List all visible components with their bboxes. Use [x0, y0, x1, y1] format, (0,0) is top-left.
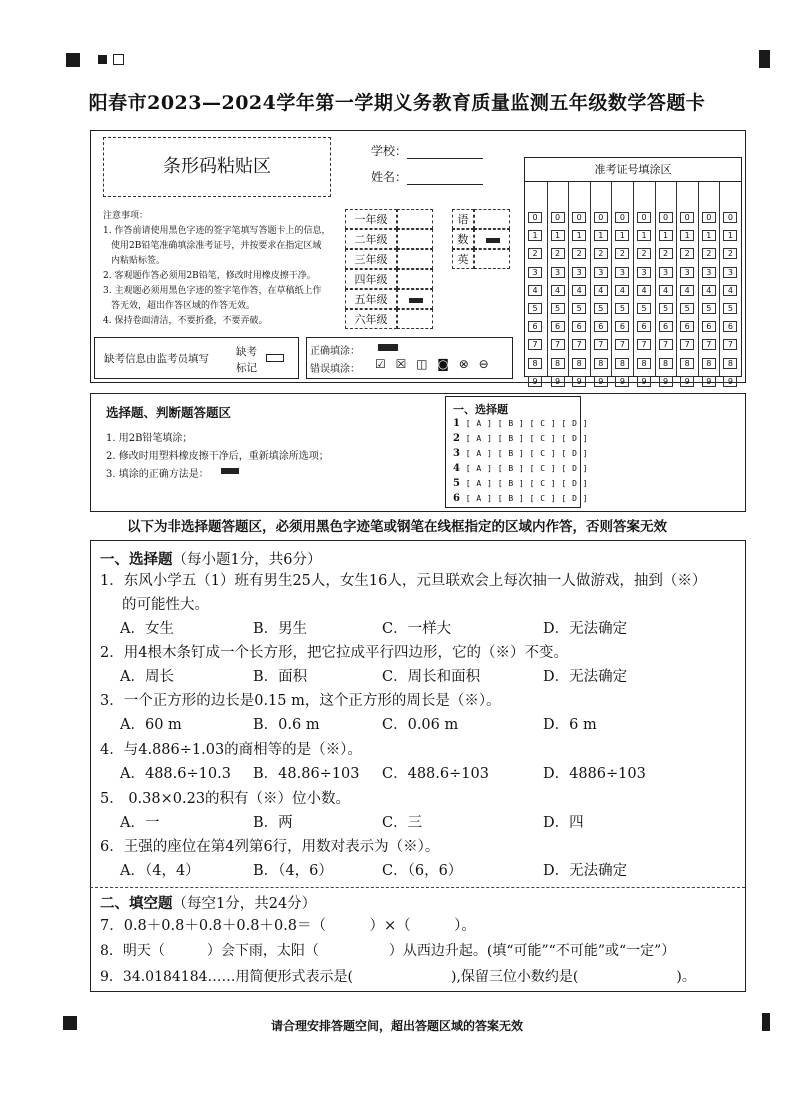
exam-id-bubble[interactable]: 7 [572, 339, 586, 350]
grade-fill-box[interactable] [397, 229, 433, 249]
exam-id-bubble[interactable]: 5 [551, 303, 565, 314]
exam-id-bubble[interactable]: 6 [680, 321, 694, 332]
exam-id-bubble[interactable]: 0 [572, 212, 586, 223]
notice-line: 4. 保持卷面清洁，不要折叠，不要弄破。 [103, 316, 268, 326]
exam-id-column [655, 182, 673, 386]
notice-line: 1. 作答前请使用黑色字迹的签字笔填写答题卡上的信息， [103, 226, 331, 236]
choice-row-options[interactable]: [ A ] [ B ] [ C ] [ D ] [465, 464, 589, 473]
exam-id-bubble[interactable]: 3 [594, 267, 608, 278]
exam-id-bubble[interactable]: 6 [594, 321, 608, 332]
exam-id-bubble[interactable]: 3 [615, 267, 629, 278]
exam-id-bubble[interactable]: 8 [723, 358, 737, 369]
exam-id-column [590, 182, 608, 386]
choice-row-number: 3 [453, 448, 461, 459]
exam-id-bubble[interactable]: 0 [637, 212, 651, 223]
fill-mark [409, 298, 423, 303]
exam-id-bubble[interactable]: 1 [659, 230, 673, 241]
exam-id-bubble[interactable]: 3 [528, 267, 542, 278]
wrong-fill-label: 错误填涂： [310, 364, 360, 375]
exam-id-column [611, 182, 629, 386]
option-d: D．无法确定 [543, 863, 628, 879]
exam-id-bubble[interactable]: 0 [594, 212, 608, 223]
exam-id-bubble[interactable]: 0 [702, 212, 716, 223]
correct-fill-sample [378, 344, 398, 351]
section2-heading: 二、填空题 [100, 895, 173, 912]
exam-id-bubble[interactable]: 6 [723, 321, 737, 332]
page-title: 阳春市2023—2024学年第一学期义务教育质量监测五年级数学答题卡 [88, 92, 706, 114]
exam-id-bubble[interactable]: 0 [615, 212, 629, 223]
section2-title [100, 892, 316, 913]
grade-label: 六年级 [345, 309, 397, 329]
notice-block [103, 209, 343, 329]
option-b: B．0.6 m [253, 717, 320, 733]
exam-id-bubble[interactable]: 7 [551, 339, 565, 350]
exam-id-bubble[interactable]: 4 [615, 285, 629, 296]
option-d: D．无法确定 [543, 669, 628, 685]
exam-id-bubble[interactable]: 4 [659, 285, 673, 296]
option-d: D．4886÷103 [543, 766, 646, 782]
exam-id-bubble[interactable]: 2 [572, 248, 586, 259]
exam-id-bubble[interactable]: 1 [723, 230, 737, 241]
wrong-fill-samples: ☑ ☒ ◫ ◙ ⊗ ⊖ [375, 357, 492, 371]
exam-id-bubble[interactable]: 9 [680, 376, 694, 387]
notice-line: 答无效，超出作答区域的作答无效。 [111, 301, 256, 311]
grade-label: 一年级 [345, 209, 397, 229]
exam-id-bubble[interactable]: 5 [528, 303, 542, 314]
exam-id-bubble[interactable]: 0 [659, 212, 673, 223]
section2-score: （每空1分，共24分） [172, 896, 317, 912]
grade-label: 三年级 [345, 249, 397, 269]
exam-id-bubble[interactable]: 3 [659, 267, 673, 278]
exam-id-bubble[interactable]: 9 [637, 376, 651, 387]
exam-id-column [719, 182, 737, 386]
notice-line: 2. 客观题作答必须用2B铅笔，修改时用橡皮擦干净。 [103, 271, 316, 281]
choice-row[interactable] [453, 448, 588, 459]
exam-id-bubble[interactable]: 3 [572, 267, 586, 278]
exam-id-bubble[interactable]: 6 [528, 321, 542, 332]
question-2: 2．用4根木条钉成一个长方形，把它拉成平行四边形，它的（※）不变。 [100, 645, 568, 661]
exam-id-bubble[interactable]: 4 [551, 285, 565, 296]
exam-id-bubble[interactable]: 8 [528, 358, 542, 369]
exam-id-column [698, 182, 716, 386]
option-c: C．三 [382, 815, 423, 831]
exam-id-bubble[interactable]: 3 [637, 267, 651, 278]
option-b: B．面积 [253, 669, 308, 685]
corner-mark-small-1 [98, 55, 107, 64]
non-choice-notice: 以下为非选择题答题区，必须用黑色字迹笔或钢笔在线框指定的区域内作答，否则答案无效 [127, 519, 667, 535]
subject-fill-box-selected[interactable] [474, 229, 510, 249]
exam-id-bubble[interactable]: 5 [637, 303, 651, 314]
option-b: B．两 [253, 815, 293, 831]
choice-row-number: 6 [453, 493, 461, 504]
option-c: C．（6，6） [382, 863, 463, 879]
exam-id-bubble[interactable]: 6 [659, 321, 673, 332]
notice-line: 3. 主观题必须用黑色字迹的签字笔作答，在草稿纸上作 [103, 286, 322, 296]
option-a: A．（4，4） [120, 863, 200, 879]
exam-id-bubble[interactable]: 5 [659, 303, 673, 314]
section1-score: （每小题1分，共6分） [172, 552, 322, 568]
subject-label: 语 [452, 209, 474, 229]
notice-line: 内粘贴标签。 [111, 256, 166, 266]
objective-instruction: 1. 用2B铅笔填涂； [106, 433, 193, 444]
option-a: A．一 [120, 815, 160, 831]
exam-id-column [676, 182, 694, 386]
absent-mark-label-1: 缺考 [236, 346, 257, 358]
exam-id-bubble[interactable]: 6 [702, 321, 716, 332]
exam-id-bubble[interactable]: 7 [702, 339, 716, 350]
option-c: C．488.6÷103 [382, 766, 489, 782]
exam-id-bubble[interactable]: 8 [572, 358, 586, 369]
exam-id-bubble[interactable]: 1 [528, 230, 542, 241]
exam-id-bubble[interactable]: 9 [615, 376, 629, 387]
choice-row-number: 4 [453, 463, 461, 474]
exam-id-bubble[interactable]: 5 [723, 303, 737, 314]
exam-id-bubble[interactable]: 3 [680, 267, 694, 278]
option-b: B．48.86÷103 [253, 766, 360, 782]
exam-id-bubble[interactable]: 6 [637, 321, 651, 332]
absent-mark-box[interactable] [266, 354, 284, 362]
choice-row-number: 5 [453, 478, 461, 489]
option-d: D．四 [543, 815, 584, 831]
option-b: B．（4，6） [253, 863, 333, 879]
exam-id-bubble[interactable]: 7 [615, 339, 629, 350]
objective-instruction: 3. 填涂的正确方法是： [106, 469, 209, 480]
exam-id-bubble[interactable]: 2 [702, 248, 716, 259]
section1-title [100, 548, 321, 569]
option-b: B．男生 [253, 621, 308, 637]
exam-id-bubble[interactable]: 7 [723, 339, 737, 350]
choice-row[interactable] [453, 493, 588, 504]
exam-id-column [525, 182, 543, 386]
option-c: C．周长和面积 [382, 669, 481, 685]
exam-id-bubble[interactable]: 7 [637, 339, 651, 350]
fill-mark [486, 238, 500, 243]
exam-id-bubble[interactable]: 1 [594, 230, 608, 241]
exam-id-bubble[interactable]: 1 [637, 230, 651, 241]
exam-id-bubble[interactable]: 2 [551, 248, 565, 259]
exam-id-bubble[interactable]: 2 [659, 248, 673, 259]
exam-id-bubble[interactable]: 8 [702, 358, 716, 369]
exam-id-bubble[interactable]: 1 [702, 230, 716, 241]
objective-instruction: 2. 修改时用塑料橡皮擦干净后，重新填涂所选项； [106, 451, 329, 462]
exam-id-bubble[interactable]: 4 [528, 285, 542, 296]
corner-mark-top-left [66, 53, 80, 67]
option-a: A．女生 [120, 621, 174, 637]
exam-id-bubble[interactable]: 4 [680, 285, 694, 296]
choice-row[interactable] [453, 478, 588, 489]
exam-id-bubble[interactable]: 2 [615, 248, 629, 259]
option-d: D．6 m [543, 717, 597, 733]
option-a: A．60 m [120, 717, 182, 733]
correct-fill-sample [221, 468, 239, 474]
choice-row-options[interactable]: [ A ] [ B ] [ C ] [ D ] [465, 434, 589, 443]
question-8[interactable]: 8．明天（ ）会下雨，太阳（ ）从西边升起。(填“可能”“不可能”或“一定”） [100, 943, 676, 959]
name-label: 姓名： [371, 170, 408, 184]
question-4: 4．与4.886÷1.03的商相等的是（※）。 [100, 742, 362, 758]
corner-mark-top-right [759, 50, 770, 68]
exam-id-bubble[interactable]: 5 [702, 303, 716, 314]
option-a: A．488.6÷10.3 [120, 766, 231, 782]
exam-id-bubble[interactable]: 5 [615, 303, 629, 314]
notice-title: 注意事项： [103, 211, 149, 221]
exam-id-bubble[interactable]: 1 [572, 230, 586, 241]
subject-fill-box[interactable] [474, 209, 510, 229]
choice-row-number: 2 [453, 433, 461, 444]
question-1: 1．东风小学五（1）班有男生25人，女生16人，元旦联欢会上每次抽一人做游戏，抽到（※） [100, 573, 707, 589]
exam-id-bubble[interactable]: 9 [702, 376, 716, 387]
exam-id-bubble[interactable]: 9 [572, 376, 586, 387]
exam-id-bubble[interactable]: 1 [551, 230, 565, 241]
exam-id-bubble[interactable]: 8 [637, 358, 651, 369]
choice-row[interactable] [453, 433, 588, 444]
exam-id-bubble[interactable]: 4 [723, 285, 737, 296]
exam-id-column [568, 182, 586, 386]
footer-notice: 请合理安排答题空间，超出答题区域的答案无效 [270, 1019, 523, 1033]
barcode-area[interactable]: 条形码粘贴区 [103, 137, 331, 197]
option-c: C．0.06 m [382, 717, 459, 733]
exam-id-bubble[interactable]: 7 [594, 339, 608, 350]
exam-id-bubble[interactable]: 7 [680, 339, 694, 350]
exam-id-bubble[interactable]: 2 [723, 248, 737, 259]
grade-fill-box[interactable] [397, 309, 433, 329]
exam-id-bubble[interactable]: 5 [680, 303, 694, 314]
section-divider [90, 887, 745, 888]
exam-id-column [633, 182, 651, 386]
absent-label: 缺考信息由监考员填写 [104, 353, 209, 365]
choice-row-options[interactable]: [ A ] [ B ] [ C ] [ D ] [465, 419, 589, 428]
exam-id-column [547, 182, 565, 386]
exam-id-bubble[interactable]: 7 [659, 339, 673, 350]
exam-id-bubble[interactable]: 2 [594, 248, 608, 259]
exam-id-bubble[interactable]: 1 [615, 230, 629, 241]
exam-id-bubble[interactable]: 5 [572, 303, 586, 314]
school-label: 学校： [371, 144, 408, 158]
section1-heading: 一、选择题 [100, 551, 173, 568]
exam-id-bubble[interactable]: 0 [551, 212, 565, 223]
exam-id-bubble[interactable]: 3 [702, 267, 716, 278]
exam-id-bubble[interactable]: 8 [615, 358, 629, 369]
exam-id-bubble[interactable]: 3 [551, 267, 565, 278]
option-d: D．无法确定 [543, 621, 628, 637]
exam-id-bubble[interactable]: 8 [680, 358, 694, 369]
choice-row-number: 1 [453, 418, 461, 429]
exam-id-bubble[interactable]: 8 [551, 358, 565, 369]
option-a: A．周长 [120, 669, 174, 685]
exam-id-bubble[interactable]: 6 [572, 321, 586, 332]
question-9[interactable]: 9．34.0184184……用简便形式表示是( ),保留三位小数约是( )。 [100, 969, 696, 985]
exam-id-bubble[interactable]: 4 [594, 285, 608, 296]
exam-id-bubble[interactable]: 8 [594, 358, 608, 369]
school-line[interactable] [407, 145, 483, 159]
exam-id-grid-title: 准考证号填涂区 [525, 158, 741, 182]
exam-id-bubble[interactable]: 2 [680, 248, 694, 259]
subject-label: 英 [452, 249, 474, 269]
grade-label: 二年级 [345, 229, 397, 249]
exam-id-bubble[interactable]: 9 [723, 376, 737, 387]
exam-id-bubble[interactable]: 9 [659, 376, 673, 387]
name-field[interactable] [371, 168, 483, 185]
grade-fill-box[interactable] [397, 269, 433, 289]
exam-id-bubble[interactable]: 4 [702, 285, 716, 296]
grade-fill-box[interactable] [397, 209, 433, 229]
correct-fill-label: 正确填涂： [310, 346, 360, 357]
exam-id-bubble[interactable]: 3 [723, 267, 737, 278]
corner-mark-small-2 [113, 54, 124, 65]
school-field[interactable] [371, 142, 483, 159]
exam-id-bubble[interactable]: 4 [637, 285, 651, 296]
exam-id-bubble[interactable]: 8 [659, 358, 673, 369]
exam-id-bubble[interactable]: 2 [637, 248, 651, 259]
exam-id-bubble[interactable]: 0 [528, 212, 542, 223]
exam-id-bubble[interactable]: 6 [551, 321, 565, 332]
notice-line: 使用2B铅笔准确填涂准考证号，并按要求在指定区域 [111, 241, 322, 251]
exam-id-bubble[interactable]: 4 [572, 285, 586, 296]
question-7[interactable]: 7．0.8＋0.8＋0.8＋0.8＋0.8＝（ ）×（ ）。 [100, 918, 476, 934]
choice-answer-title: 一、选择题 [453, 403, 508, 416]
objective-title: 选择题、判断题答题区 [106, 405, 232, 420]
choice-row[interactable] [453, 463, 588, 474]
exam-id-bubble[interactable]: 7 [528, 339, 542, 350]
exam-id-grid [524, 157, 742, 386]
choice-row-options[interactable]: [ A ] [ B ] [ C ] [ D ] [465, 494, 589, 503]
exam-id-bubble[interactable]: 1 [680, 230, 694, 241]
choice-row[interactable] [453, 418, 588, 429]
choice-row-options[interactable]: [ A ] [ B ] [ C ] [ D ] [465, 479, 589, 488]
question-5: 5． 0.38×0.23的积有（※）位小数。 [100, 791, 351, 807]
question-3: 3．一个正方形的边长是0.15 m，这个正方形的周长是（※）。 [100, 693, 501, 709]
exam-id-bubble[interactable]: 0 [723, 212, 737, 223]
absent-mark-label-2: 标记 [236, 362, 257, 374]
exam-id-bubble[interactable]: 2 [528, 248, 542, 259]
exam-id-bubble[interactable]: 9 [528, 376, 542, 387]
exam-id-bubble[interactable]: 9 [594, 376, 608, 387]
name-line[interactable] [407, 171, 483, 185]
choice-row-options[interactable]: [ A ] [ B ] [ C ] [ D ] [465, 449, 589, 458]
grade-fill-box[interactable] [397, 249, 433, 269]
exam-id-bubble[interactable]: 6 [615, 321, 629, 332]
exam-id-bubble[interactable]: 5 [594, 303, 608, 314]
subject-label: 数 [452, 229, 474, 249]
question-6: 6．王强的座位在第4列第6行，用数对表示为（※）。 [100, 839, 440, 855]
grade-label: 五年级 [345, 289, 397, 309]
subject-fill-box[interactable] [474, 249, 510, 269]
grade-label: 四年级 [345, 269, 397, 289]
exam-id-bubble[interactable]: 9 [551, 376, 565, 387]
question-1-cont: 的可能性大。 [122, 597, 209, 613]
exam-id-bubble[interactable]: 0 [680, 212, 694, 223]
grade-fill-box-selected[interactable] [397, 289, 433, 309]
option-c: C．一样大 [382, 621, 452, 637]
